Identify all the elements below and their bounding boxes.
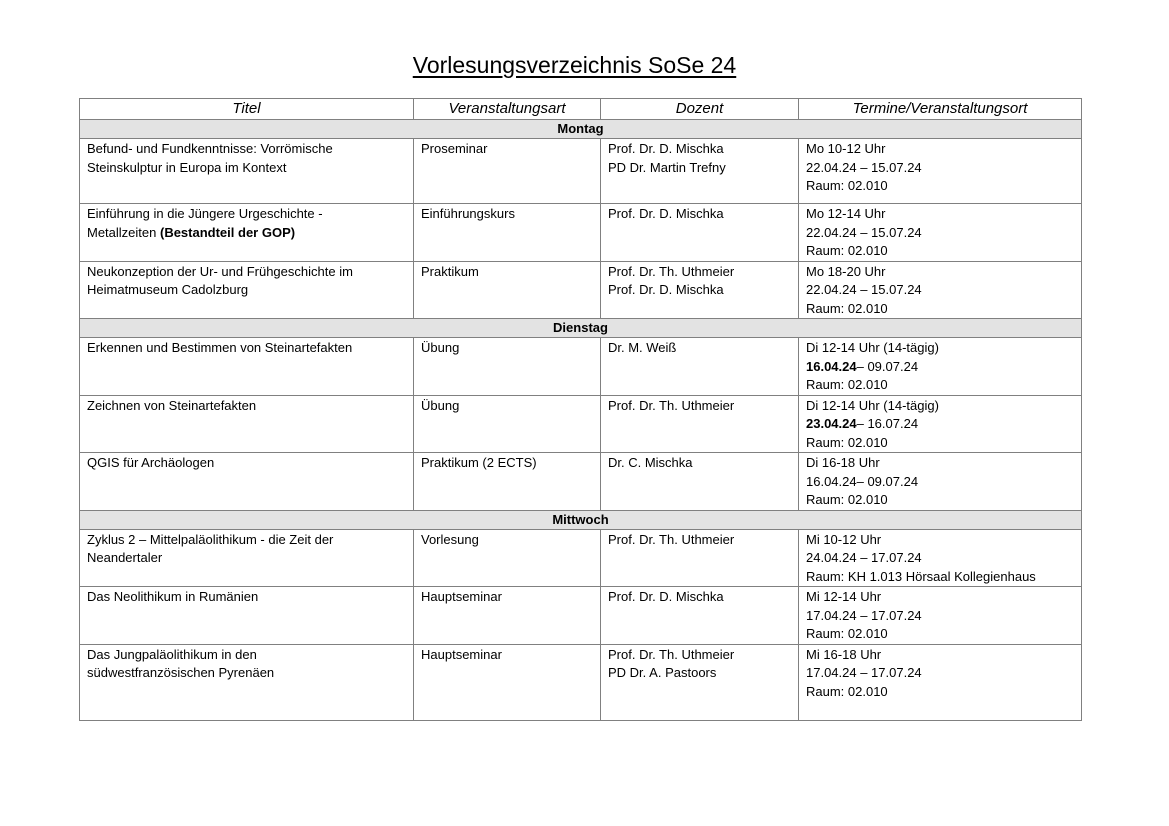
table-row <box>80 453 1082 511</box>
cell-titel: Erkennen und Bestimmen von Steinartefakten <box>80 338 414 396</box>
cell-titel: Befund- und Fundkenntnisse: Vorrömische Steinskulptur in Europa im Kontext <box>80 139 414 204</box>
cell-termine: Mi 12-14 Uhr 17.04.24 – 17.07.24 Raum: 02.010 <box>799 587 1082 645</box>
table-row <box>80 644 1082 720</box>
cell-termine: Mo 10-12 Uhr 22.04.24 – 15.07.24 Raum: 02.010 <box>799 139 1082 204</box>
cell-art: Proseminar <box>414 139 601 204</box>
cell-titel: Neukonzeption der Ur- und Frühgeschichte im Heimatmuseum Cadolzburg <box>80 261 414 319</box>
cell-art: Vorlesung <box>414 529 601 587</box>
cell-dozent: Dr. M. Weiß <box>601 338 799 396</box>
cell-dozent: Prof. Dr. D. Mischka PD Dr. Martin Trefny <box>601 139 799 204</box>
column-header-dozent: Dozent <box>601 99 799 120</box>
cell-dozent: Prof. Dr. Th. Uthmeier <box>601 529 799 587</box>
start-date: 23.04.24 <box>806 416 857 431</box>
day-label: Mittwoch <box>80 510 1082 529</box>
day-label: Dienstag <box>80 319 1082 338</box>
cell-titel: Das Neolithikum in Rumänien <box>80 587 414 645</box>
cell-art: Einführungskurs <box>414 204 601 262</box>
table-row <box>80 587 1082 645</box>
cell-dozent: Prof. Dr. Th. Uthmeier PD Dr. A. Pastoors <box>601 644 799 720</box>
table-row <box>80 204 1082 262</box>
day-label: Montag <box>80 120 1082 139</box>
cell-dozent: Dr. C. Mischka <box>601 453 799 511</box>
cell-termine: Di 12-14 Uhr (14-tägig) 23.04.24– 16.07.24 Raum: 02.010 <box>799 395 1082 453</box>
cell-art: Hauptseminar <box>414 644 601 720</box>
cell-art: Praktikum <box>414 261 601 319</box>
day-row-mittwoch <box>80 510 1082 529</box>
table-row <box>80 395 1082 453</box>
cell-termine: Mi 10-12 Uhr 24.04.24 – 17.07.24 Raum: KH 1.013 Hörsaal Kollegienhaus <box>799 529 1082 587</box>
cell-titel: Einführung in die Jüngere Urgeschichte - Metallzeiten (Bestandteil der GOP) <box>80 204 414 262</box>
table-row <box>80 261 1082 319</box>
cell-termine: Di 12-14 Uhr (14-tägig) 16.04.24– 09.07.24 Raum: 02.010 <box>799 338 1082 396</box>
cell-dozent: Prof. Dr. Th. Uthmeier Prof. Dr. D. Mischka <box>601 261 799 319</box>
cell-titel: Zyklus 2 – Mittelpaläolithikum - die Zeit der Neandertaler <box>80 529 414 587</box>
cell-titel: Das Jungpaläolithikum in den südwestfranzösischen Pyrenäen <box>80 644 414 720</box>
cell-dozent: Prof. Dr. D. Mischka <box>601 204 799 262</box>
page-title: Vorlesungsverzeichnis SoSe 24 <box>412 52 737 78</box>
cell-termine: Mo 18-20 Uhr 22.04.24 – 15.07.24 Raum: 02.010 <box>799 261 1082 319</box>
header-row <box>80 99 1082 120</box>
cell-titel: QGIS für Archäologen <box>80 453 414 511</box>
table-row <box>80 139 1082 204</box>
course-schedule-table <box>79 98 1082 721</box>
cell-dozent: Prof. Dr. Th. Uthmeier <box>601 395 799 453</box>
cell-art: Praktikum (2 ECTS) <box>414 453 601 511</box>
column-header-termine: Termine/Veranstaltungsort <box>799 99 1082 120</box>
cell-titel: Zeichnen von Steinartefakten <box>80 395 414 453</box>
gop-note: (Bestandteil der GOP) <box>159 224 296 240</box>
table-row <box>80 529 1082 587</box>
table-row <box>80 338 1082 396</box>
column-header-titel: Titel <box>80 99 414 120</box>
day-row-dienstag <box>80 319 1082 338</box>
cell-art: Übung <box>414 395 601 453</box>
cell-termine: Mo 12-14 Uhr 22.04.24 – 15.07.24 Raum: 02.010 <box>799 204 1082 262</box>
column-header-veranstaltungsart: Veranstaltungsart <box>414 99 601 120</box>
cell-termine: Mi 16-18 Uhr 17.04.24 – 17.07.24 Raum: 02.010 <box>799 644 1082 720</box>
day-row-montag <box>80 120 1082 139</box>
start-date: 16.04.24 <box>806 358 857 374</box>
cell-art: Hauptseminar <box>414 587 601 645</box>
cell-art: Übung <box>414 338 601 396</box>
cell-termine: Di 16-18 Uhr 16.04.24– 09.07.24 Raum: 02.010 <box>799 453 1082 511</box>
cell-dozent: Prof. Dr. D. Mischka <box>601 587 799 645</box>
